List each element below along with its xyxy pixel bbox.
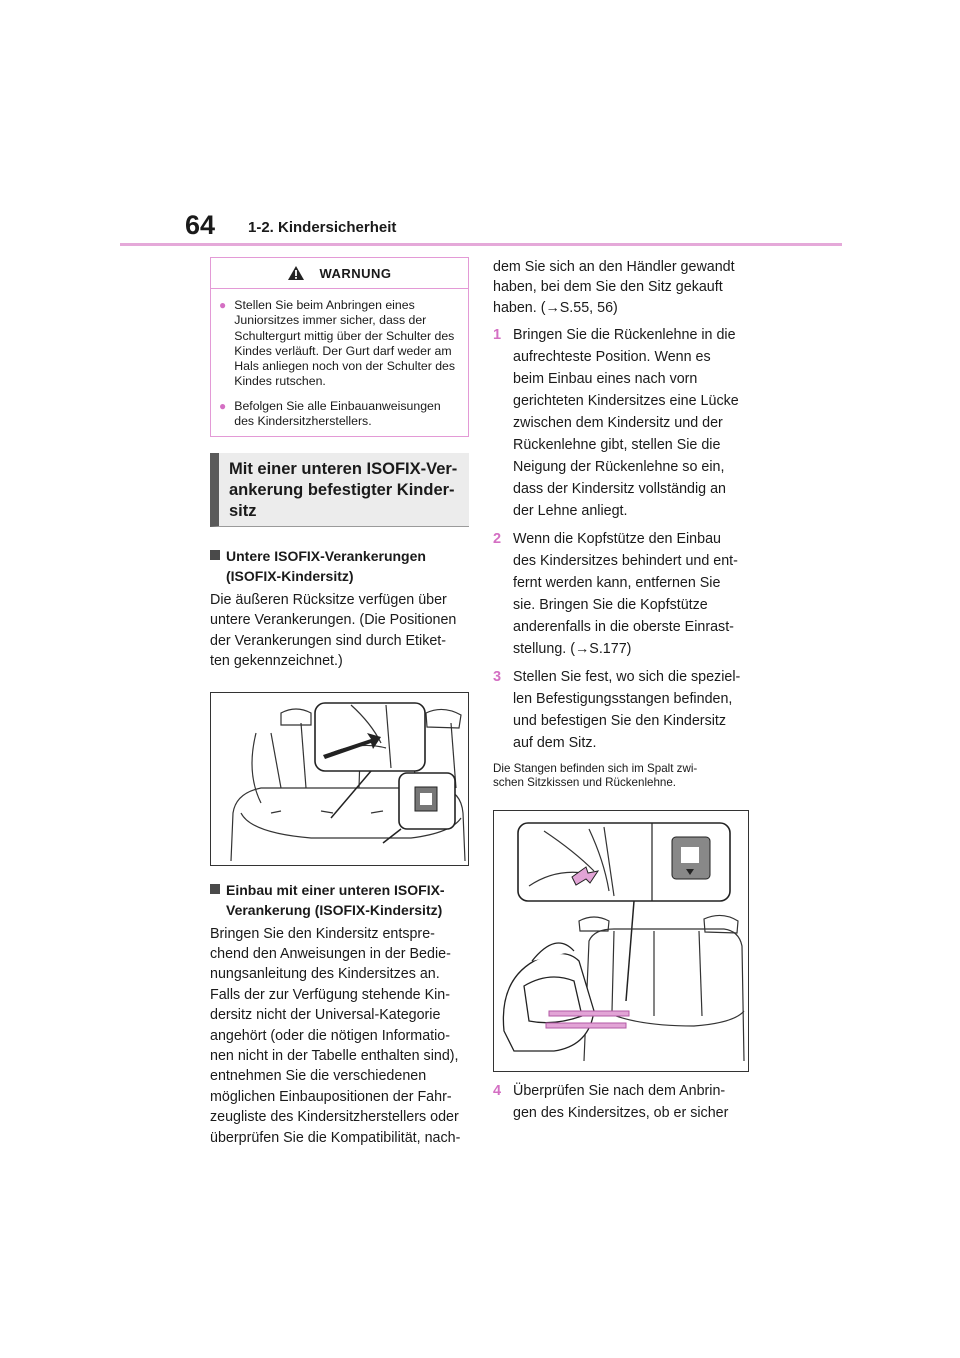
text-line: des Kindersitzes behindert und ent-	[513, 553, 738, 570]
text-line: Stellen Sie fest, wo sich die speziel-	[513, 669, 741, 686]
text-line: dersitz nicht der Universal-Kategorie	[210, 1007, 441, 1024]
warning-item	[211, 399, 468, 430]
section-heading	[210, 453, 469, 527]
text-line: nen nicht in der Tabelle enthalten sind),	[210, 1048, 459, 1065]
text-line: angehört (oder die nötigen Informatio-	[210, 1027, 451, 1044]
text-line: Rückenlehne gibt, stellen Sie die	[513, 437, 721, 454]
text-line: chend den Anweisungen in der Bedie-	[210, 946, 451, 963]
text-line: Falls der zur Verfügung stehende Kin-	[210, 986, 451, 1003]
subheading-line: Einbau mit einer unteren ISOFIX-	[226, 881, 445, 898]
warning-label: WARNUNG	[319, 265, 392, 281]
subheading-line: (ISOFIX-Kindersitz)	[226, 568, 354, 584]
text-line: stellung. (→S.177)	[513, 641, 632, 658]
text-line: Neigung der Rückenlehne so ein,	[513, 459, 725, 476]
figure-rear-seat-anchors	[210, 692, 469, 866]
bullet-icon: ●	[219, 398, 227, 413]
section-heading-line: Mit einer unteren ISOFIX-Ver-	[229, 460, 458, 478]
child-seat-illustration	[494, 811, 748, 1071]
text-line: dass der Kindersitz vollständig an	[513, 481, 726, 498]
note	[493, 762, 749, 790]
warning-header	[211, 258, 468, 289]
text-line: haben. (→S.55, 56)	[493, 299, 618, 316]
text-line: Bringen Sie den Kindersitz entspre-	[210, 925, 435, 942]
page-number: 64	[185, 210, 216, 240]
section-title: 1-2. Kindersicherheit	[248, 219, 397, 236]
text-line: der Lehne anliegt.	[513, 503, 628, 520]
subheading-lower-anchors	[210, 546, 469, 586]
section-heading-line: ankerung befestigter Kinder-	[229, 481, 455, 499]
warning-text: Befolgen Sie alle Einbauanweisungen des Kindersitzherstellers.	[234, 398, 441, 429]
text-line: len Befestigungsstangen befinden,	[513, 691, 733, 708]
paragraph	[210, 590, 469, 672]
bullet-icon: ●	[219, 298, 227, 312]
text-line: Wenn die Kopfstütze den Einbau	[513, 531, 721, 548]
step-number: 1	[493, 327, 502, 344]
left-column	[210, 257, 469, 1148]
note-line: schen Sitzkissen und Rückenlehne.	[493, 776, 677, 790]
section-heading-line: sitz	[229, 502, 257, 520]
figure-child-seat-install	[493, 810, 749, 1072]
text-line: überprüfen Sie die Kompatibilität, nach-	[210, 1129, 461, 1146]
text-line: sie. Bringen Sie die Kopfstütze	[513, 597, 708, 614]
text-line: gerichteten Kindersitzes eine Lücke	[513, 393, 739, 410]
warning-icon	[287, 265, 305, 281]
text-line: auf dem Sitz.	[513, 735, 597, 752]
subheading-isofix-install	[210, 880, 469, 920]
text-line: anderenfalls in die oberste Einrast-	[513, 619, 734, 636]
paragraph-continued	[493, 257, 749, 318]
text-line: und befestigen Sie den Kindersitz	[513, 713, 727, 730]
subheading-line: Verankerung (ISOFIX-Kindersitz)	[226, 901, 443, 918]
text-line: haben, bei dem Sie den Sitz gekauft	[493, 279, 723, 296]
text-line: zeugliste des Kindersitzherstellers oder	[210, 1109, 459, 1126]
paragraph	[210, 924, 469, 1148]
text-line: untere Verankerungen. (Die Positionen	[210, 612, 457, 629]
square-bullet-icon	[210, 884, 220, 894]
text-line: gen des Kindersitzes, ob er sicher	[513, 1105, 729, 1122]
text-line: Überprüfen Sie nach dem Anbrin-	[513, 1083, 726, 1100]
rear-seat-illustration	[211, 693, 468, 865]
text-line: nungsanleitung des Kindersitzes an.	[210, 966, 440, 983]
step-2	[493, 528, 749, 660]
text-line: aufrechteste Position. Wenn es	[513, 349, 711, 366]
text-line: Bringen Sie die Rückenlehne in die	[513, 327, 736, 344]
text-line: Die äußeren Rücksitze verfügen über	[210, 592, 447, 608]
warning-text: Stellen Sie beim Anbringen eines Juniorsitzes immer sicher, dass der Schultergurt mittig über der Schulter des Kindes verläuft. Der Gurt darf weder am Hals anliegen noch von der Schulter des Kindes rutschen.	[234, 298, 456, 389]
subheading-line: Untere ISOFIX-Verankerungen	[226, 548, 426, 564]
text-line: der Verankerungen sind durch Etiket-	[210, 632, 447, 649]
text-line: möglichen Einbaupositionen der Fahr-	[210, 1088, 452, 1105]
right-column	[493, 257, 749, 1124]
step-number: 2	[493, 531, 502, 548]
step-number: 3	[493, 669, 502, 686]
square-bullet-icon	[210, 550, 220, 560]
step-3	[493, 666, 749, 754]
step-1	[493, 324, 749, 522]
text-line: ten gekennzeichnet.)	[210, 653, 343, 670]
header-rule	[120, 243, 842, 246]
step-number: 4	[493, 1083, 502, 1100]
text-line: entnehmen Sie die verschiedenen	[210, 1068, 427, 1085]
note-line: Die Stangen befinden sich im Spalt zwi-	[493, 762, 698, 776]
warning-box	[210, 257, 469, 437]
text-line: dem Sie sich an den Händler gewandt	[493, 259, 735, 275]
text-line: fernt werden kann, entfernen Sie	[513, 575, 721, 592]
step-4	[493, 1080, 749, 1124]
text-line: zwischen dem Kindersitz und der	[513, 415, 723, 432]
warning-item	[211, 298, 468, 390]
text-line: beim Einbau eines nach vorn	[513, 371, 698, 388]
